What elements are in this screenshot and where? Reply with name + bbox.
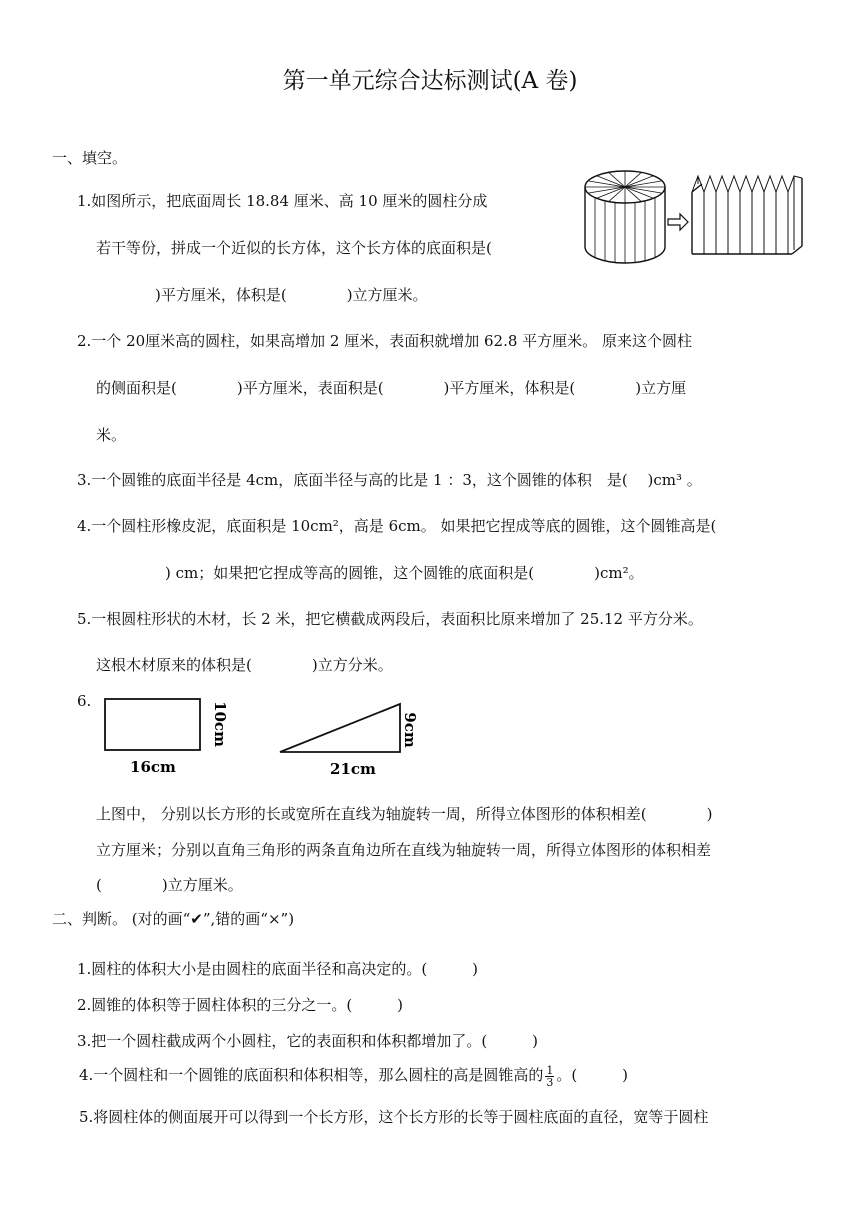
q3-line1: 3.一个圆锥的底面半径是 4cm，底面半径与高的比是 1 ：3，这个圆锥的体积 是( )cm³ 。 [77, 471, 702, 489]
section-2-heading: 二、判断。 (对的画“✔”,错的画“×”) [52, 910, 295, 928]
cylinder-to-cuboid-figure [580, 162, 810, 272]
page-title: 第一单元综合达标测试(A 卷) [282, 68, 578, 94]
section-1-heading: 一、填空。 [52, 149, 128, 167]
fraction-one-third: $\frac{1}{3}$ [546, 1063, 554, 1089]
q2-line1: 2.一个 20厘米高的圆柱，如果高增加 2 厘米，表面积就增加 62.8 平方厘米。 原来这个圆柱 [77, 332, 692, 350]
q6-line1: 上图中， 分别以长方形的长或宽所在直线为轴旋转一周，所得立体图形的体积相差( ) [96, 805, 713, 823]
q4-line2: ) cm；如果把它捏成等高的圆锥，这个圆锥的底面积是( )cm²。 [165, 564, 644, 582]
q1-line2: 若干等份，拼成一个近似的长方体，这个长方体的底面积是( [96, 239, 492, 257]
judge-item-4-text: 4.一个圆柱和一个圆锥的底面积和体积相等，那么圆柱的高是圆锥高的 [79, 1066, 544, 1084]
q2-line3: 米。 [96, 426, 127, 444]
q4-line1: 4.一个圆柱形橡皮泥，底面积是 10cm²，高是 6cm。 如果把它捏成等底的圆锥，这个圆锥高是( [77, 517, 717, 535]
q6-figure [95, 690, 435, 780]
rect-width-label: 16cm [130, 758, 176, 776]
rect-height-label: 10cm [211, 701, 229, 747]
q1-line3: )平方厘米，体积是( )立方厘米。 [155, 286, 428, 304]
right-triangle-shape [280, 704, 400, 752]
tri-height-label: 9cm [401, 712, 419, 748]
judge-item-5: 5.将圆柱体的侧面展开可以得到一个长方形，这个长方形的长等于圆柱底面的直径，宽等于圆柱 [79, 1108, 709, 1126]
judge-item-3: 3.把一个圆柱截成两个小圆柱，它的表面积和体积都增加了。( ) [77, 1032, 539, 1050]
q5-line1: 5.一根圆柱形状的木材，长 2 米，把它横截成两段后，表面积比原来增加了 25.12 平方分米。 [77, 610, 703, 628]
q5-line2: 这根木材原来的体积是( )立方分米。 [96, 656, 393, 674]
judge-item-4 [79, 1064, 628, 1088]
q2-line2: 的侧面积是( )平方厘米，表面积是( )平方厘米，体积是( )立方厘 [96, 379, 687, 397]
q6-number: 6. [77, 692, 92, 710]
q6-line2: 立方厘米；分别以直角三角形的两条直角边所在直线为轴旋转一周，所得立体图形的体积相差 [96, 841, 712, 859]
q1-line1: 1.如图所示，把底面周长 18.84 厘米、高 10 厘米的圆柱分成 [77, 192, 488, 210]
judge-item-2: 2.圆锥的体积等于圆柱体积的三分之一。( ) [77, 996, 404, 1014]
rectangle-shape [105, 699, 200, 750]
q6-line3: ( )立方厘米。 [96, 876, 243, 894]
tri-base-label: 21cm [330, 760, 376, 778]
judge-item-1: 1.圆柱的体积大小是由圆柱的底面半径和高决定的。( ) [77, 960, 479, 978]
judge-item-4-tail: 。( ) [556, 1066, 629, 1084]
